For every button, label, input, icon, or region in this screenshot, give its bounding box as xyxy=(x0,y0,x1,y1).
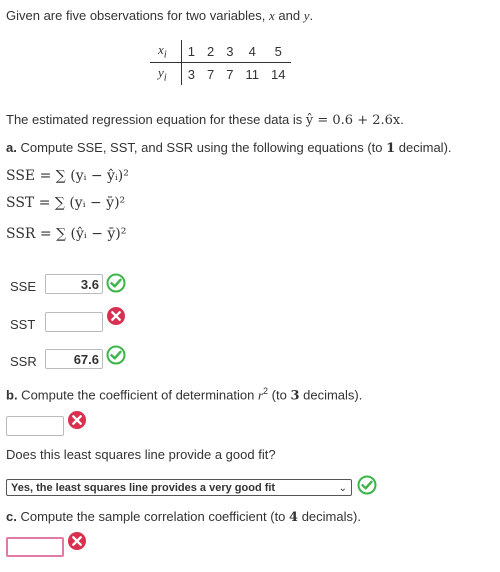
sst-label: SST xyxy=(10,317,36,332)
y-cell: 14 xyxy=(271,66,286,82)
sst-formula: SST = ∑ (yᵢ − ȳ)² xyxy=(6,195,126,211)
y-cell: 11 xyxy=(245,66,259,82)
correlation-input[interactable] xyxy=(6,537,64,557)
x-header: $x_i$ xyxy=(150,40,181,63)
x-cell: 1 xyxy=(181,40,201,63)
x-cell: 3 xyxy=(220,40,239,63)
part-a-question: a. Compute SSE, SST, and SSR using the following equations (to 1 decimal). xyxy=(6,140,452,156)
var-x: x xyxy=(269,8,275,23)
intro-pre: Given are five observations for two variables, xyxy=(6,8,270,23)
x-cell: 5 xyxy=(265,40,291,63)
ssr-input[interactable]: 67.6 xyxy=(45,349,103,369)
x-cell: 2 xyxy=(201,40,220,63)
intro-mid: and xyxy=(274,8,304,23)
y-row xyxy=(150,63,291,86)
sse-input[interactable]: 3.6 xyxy=(45,274,103,294)
y-cell: 7 xyxy=(207,66,215,82)
intro-text xyxy=(6,8,313,24)
y-cell: 7 xyxy=(226,66,234,82)
observations-table xyxy=(150,40,291,85)
fit-question: Does this least squares line provide a good fit? xyxy=(6,447,276,462)
sst-input[interactable] xyxy=(45,312,103,332)
var-y: y xyxy=(303,8,310,23)
sse-label: SSE xyxy=(10,279,37,294)
regression-sentence: The estimated regression equation for these data is ŷ = 0.6 + 2.6x. xyxy=(6,112,404,128)
cross-circle-icon xyxy=(106,306,126,326)
intro-end: . xyxy=(309,8,314,23)
check-circle-icon xyxy=(106,345,126,365)
r-squared-input[interactable] xyxy=(6,416,64,436)
fit-select[interactable] xyxy=(6,479,352,496)
regression-equation: ŷ = 0.6 + 2.6x xyxy=(305,113,401,128)
part-b-question: b. Compute the coefficient of determination $r^2$ (to 3 decimals). xyxy=(6,386,363,404)
check-circle-icon xyxy=(106,273,126,293)
fit-select-value: Yes, the least squares line provides a very good fit xyxy=(11,482,276,494)
ssr-label: SSR xyxy=(10,354,37,369)
cross-circle-icon xyxy=(67,410,87,430)
y-cell: 3 xyxy=(187,66,196,82)
cross-circle-icon xyxy=(67,531,87,551)
sse-formula: SSE = ∑ (yᵢ − ŷᵢ)² xyxy=(6,168,129,184)
check-circle-icon xyxy=(357,475,377,495)
part-c-question: c. Compute the sample correlation coefficient (to 4 decimals). xyxy=(6,509,361,525)
chevron-down-icon: ⌄ xyxy=(338,483,347,494)
x-cell: 4 xyxy=(240,40,266,63)
x-row xyxy=(150,40,291,63)
y-header: $y_i$ xyxy=(150,63,181,86)
ssr-formula: SSR = ∑ (ŷᵢ − ȳ)² xyxy=(6,226,127,242)
